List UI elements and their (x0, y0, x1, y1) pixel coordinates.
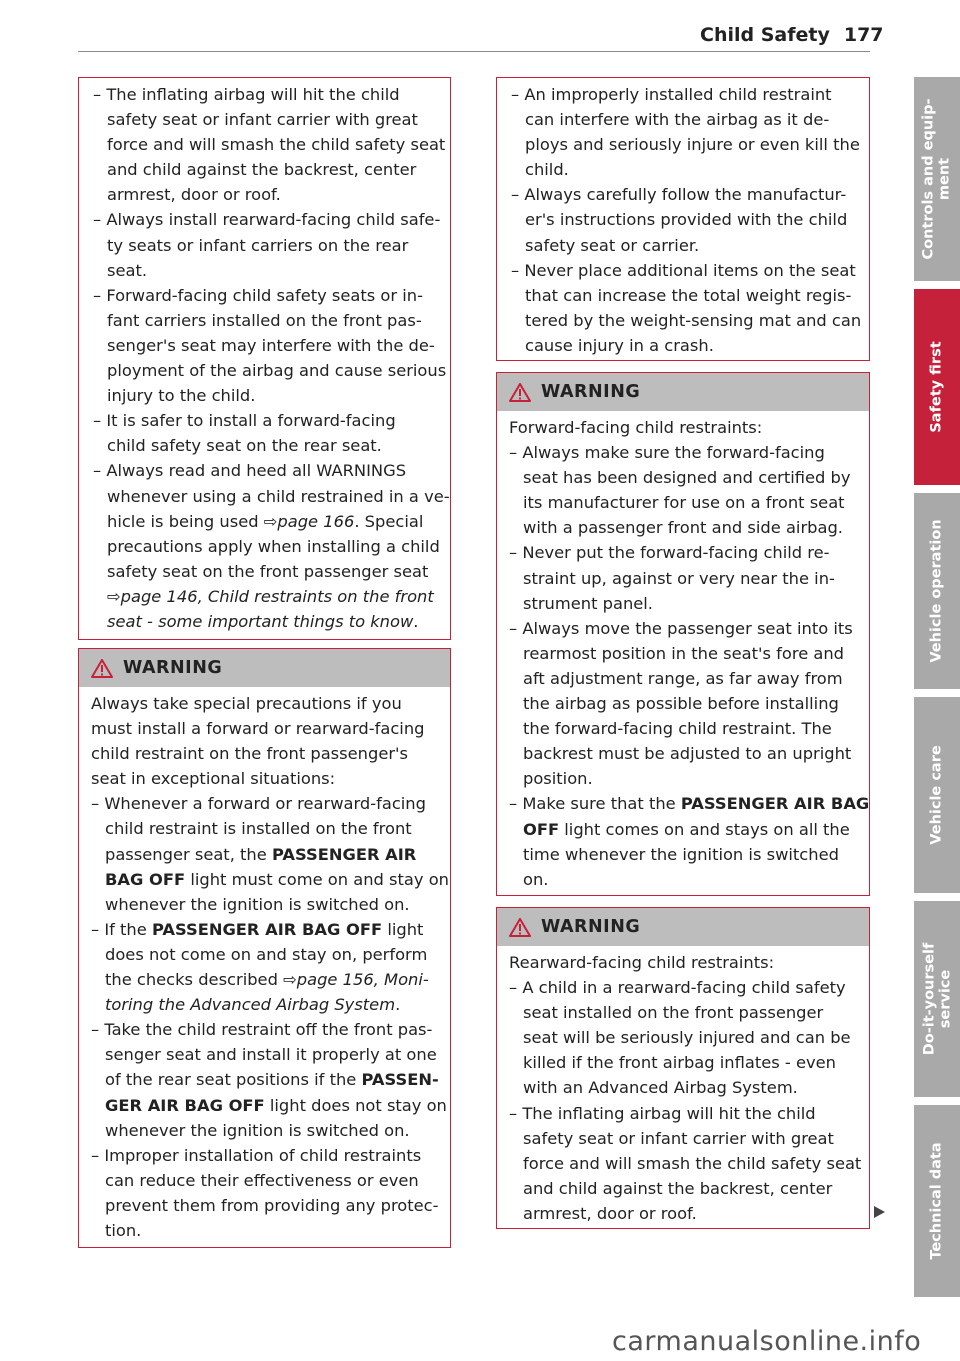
text-line: must install a forward or rearward-facing (91, 719, 425, 739)
text-run: . Special (354, 511, 424, 531)
text-line (91, 992, 440, 1017)
text-line: – Never place additional items on the seat (511, 260, 856, 280)
page-ref-link[interactable]: seat - some important things to know (107, 611, 414, 631)
watermark: carmanualsonline.info (612, 1326, 922, 1357)
page-ref-arrow-icon: ⇨ (283, 970, 297, 990)
warning-triangle-icon (509, 918, 531, 937)
text-run: light comes on and stays on all the (564, 819, 850, 839)
text-line: senger seat and install it properly at one (105, 1045, 437, 1065)
text-run: of the rear seat positions if the (105, 1070, 357, 1090)
tab-label: Do-it-yourself (921, 942, 938, 1056)
running-header (700, 24, 884, 46)
text-line: child. (525, 160, 569, 180)
tab-label: Vehicle care (929, 745, 945, 845)
page-ref-link[interactable]: page 156, Moni- (296, 970, 429, 990)
warning-label: WARNING (541, 382, 641, 402)
text-line (93, 584, 440, 609)
page-ref-link[interactable]: toring the Advanced Airbag System (105, 995, 396, 1015)
left-continuation-box (78, 77, 451, 640)
text-line: child safety seat on the rear seat. (107, 436, 382, 456)
indicator-name: PASSENGER AIR BAG OFF (151, 919, 383, 939)
text-line: Always take special precautions if you (91, 694, 402, 713)
continue-arrow-icon (874, 1206, 885, 1218)
text-line: aft adjustment range, as far away from (523, 668, 843, 688)
warning-label: WARNING (541, 917, 641, 937)
side-tab-vehicle-operation[interactable] (914, 493, 960, 689)
header-rule (78, 51, 870, 52)
text-line (91, 1067, 440, 1092)
indicator-name: PASSENGER AIR (271, 844, 417, 864)
tab-label: Safety first (929, 341, 946, 433)
text-line: safety seat or infant carrier with great (523, 1128, 834, 1148)
side-tab-controls[interactable] (914, 77, 960, 281)
text-line: seat has been designed and certified by (523, 468, 851, 488)
text-line: – Whenever a forward or rearward-facing (91, 794, 426, 814)
text-line: cause injury in a crash. (525, 335, 714, 355)
text-line (93, 509, 440, 534)
text-line: armrest, door or roof. (523, 1203, 697, 1223)
text-line: fant carriers installed on the front pas- (107, 310, 422, 330)
text-line: safety seat or carrier. (525, 235, 700, 255)
text-run: hicle is being used (107, 511, 259, 531)
text-line: – Improper installation of child restraints (91, 1145, 422, 1165)
text-line (91, 967, 440, 992)
indicator-name: GER AIR BAG OFF (105, 1095, 265, 1115)
indicator-name: PASSENGER AIR BAG (680, 794, 870, 814)
text-line: straint up, against or very near the in- (523, 568, 835, 588)
text-line: precautions apply when installing a child (107, 536, 440, 556)
text-line: – Always move the passenger seat into its (509, 618, 853, 638)
page-ref-arrow-icon: ⇨ (107, 586, 121, 606)
indicator-name: PASSEN- (361, 1070, 439, 1090)
text-line: – Always read and heed all WARNINGS (93, 461, 407, 481)
text-line: child restraint on the front passenger's (91, 744, 408, 764)
warning-header (497, 373, 869, 411)
text-run: – Make sure that the (509, 794, 676, 814)
text-run: passenger seat, the (105, 844, 267, 864)
text-line: – Always install rearward-facing child safe- (93, 210, 441, 230)
text-run: light must come on and stay on (190, 869, 449, 889)
side-tab-vehicle-care[interactable] (914, 697, 960, 893)
side-tab-safety-first[interactable] (914, 289, 960, 485)
text-line: – Never put the forward-facing child re- (509, 543, 830, 563)
text-run: light does not stay on (269, 1095, 447, 1115)
indicator-name: OFF (523, 819, 560, 839)
text-line: – A child in a rearward-facing child safety (509, 978, 846, 998)
page-ref-arrow-icon: ⇨ (263, 511, 278, 531)
text-line: strument panel. (523, 593, 653, 613)
text-line: er's instructions provided with the child (525, 210, 848, 230)
section-title: Child Safety (700, 24, 830, 46)
text-line: with an Advanced Airbag System. (523, 1078, 798, 1098)
text-line: force and will smash the child safety seat (107, 135, 446, 155)
text-line: – Take the child restraint off the front pas- (91, 1020, 433, 1040)
text-line: tion. (105, 1220, 142, 1240)
text-line: – An improperly installed child restraint (511, 85, 832, 104)
text-line: seat installed on the front passenger (523, 1003, 824, 1023)
text-run: . (395, 995, 401, 1015)
text-line: on. (523, 869, 549, 889)
text-line: seat will be seriously injured and can be (523, 1028, 851, 1048)
text-line: the airbag as possible before installing (523, 694, 839, 714)
text-line: position. (523, 769, 593, 789)
text-run: – If the (91, 919, 147, 939)
text-run: light (387, 919, 424, 939)
text-line: prevent them from providing any protec- (105, 1195, 439, 1215)
warning-label: WARNING (123, 658, 223, 678)
warning-header (497, 908, 869, 946)
tab-label: Controls and equip- (921, 98, 937, 260)
text-line: backrest must be adjusted to an upright (523, 744, 852, 764)
text-line (91, 917, 440, 942)
text-line: Forward-facing child restraints: (509, 418, 763, 437)
text-line: with a passenger front and side airbag. (523, 518, 843, 538)
warning-triangle-icon (509, 383, 531, 402)
text-line: – Forward-facing child safety seats or in- (93, 285, 423, 305)
text-line: – It is safer to install a forward-facing (93, 411, 396, 431)
text-line: seat in exceptional situations: (91, 769, 336, 789)
warning-header (79, 649, 450, 687)
text-line: ploys and seriously injure or even kill the (525, 135, 860, 155)
text-line: Rearward-facing child restraints: (509, 953, 775, 972)
warning-box (496, 907, 870, 1229)
text-line: senger's seat may interfere with the de- (107, 335, 435, 355)
text-line (93, 609, 440, 634)
warning-box (496, 372, 870, 896)
tab-label: Vehicle operation (929, 519, 945, 663)
page-ref-link[interactable]: page 166 (277, 511, 355, 531)
text-line: killed if the front airbag inflates - even (523, 1053, 836, 1073)
text-line: seat. (107, 260, 148, 280)
text-line (91, 1093, 447, 1118)
text-line: – The inflating airbag will hit the child (93, 85, 400, 104)
text-line: can reduce their effectiveness or even (105, 1170, 419, 1190)
text-line (91, 842, 440, 867)
text-line: child restraint is installed on the front (105, 819, 412, 839)
tab-label: service (937, 969, 954, 1029)
text-line: – Always make sure the forward-facing (509, 443, 825, 463)
tab-label: ment (937, 157, 953, 201)
text-line: can interfere with the airbag as it de- (525, 110, 830, 130)
text-line (91, 867, 449, 892)
text-line: force and will smash the child safety seat (523, 1153, 862, 1173)
text-line: ployment of the airbag and cause serious (107, 361, 447, 381)
text-line: tered by the weight-sensing mat and can (525, 310, 862, 330)
text-line (509, 817, 859, 842)
text-line: ty seats or infant carriers on the rear (107, 235, 409, 255)
text-line: whenever the ignition is switched on. (105, 894, 410, 914)
page-number: 177 (843, 24, 884, 46)
text-line: injury to the child. (107, 386, 256, 406)
text-line: does not come on and stay on, perform (105, 944, 428, 964)
text-line: armrest, door or roof. (107, 185, 281, 205)
text-line: rearmost position in the seat's fore and (523, 643, 845, 663)
text-line: that can increase the total weight regis- (525, 285, 852, 305)
right-continuation-box (496, 77, 870, 361)
indicator-name: BAG OFF (105, 869, 186, 889)
text-line: safety seat or infant carrier with great (107, 110, 418, 130)
warning-triangle-icon (91, 659, 113, 678)
text-line (509, 791, 870, 816)
text-line: whenever using a child restrained in a ve- (107, 486, 450, 506)
page-ref-link[interactable]: page 146, Child restraints on the front (120, 586, 434, 606)
text-line: time whenever the ignition is switched (523, 844, 839, 864)
text-line: – Always carefully follow the manufactur- (511, 185, 847, 205)
text-run: the checks described (105, 970, 278, 990)
text-line: – The inflating airbag will hit the child (509, 1103, 816, 1123)
text-line: whenever the ignition is switched on. (105, 1120, 410, 1140)
text-line: safety seat on the front passenger seat (107, 561, 429, 581)
side-tab-do-it-yourself[interactable] (914, 901, 960, 1097)
warning-box (78, 648, 451, 1248)
text-line: the forward-facing child restraint. The (523, 719, 832, 739)
tab-label: Technical data (929, 1142, 946, 1260)
side-tab-technical-data[interactable] (914, 1105, 960, 1297)
text-line: and child against the backrest, center (523, 1178, 833, 1198)
text-run: . (413, 611, 419, 631)
text-line: its manufacturer for use on a front seat (523, 493, 845, 513)
text-line: and child against the backrest, center (107, 160, 417, 180)
